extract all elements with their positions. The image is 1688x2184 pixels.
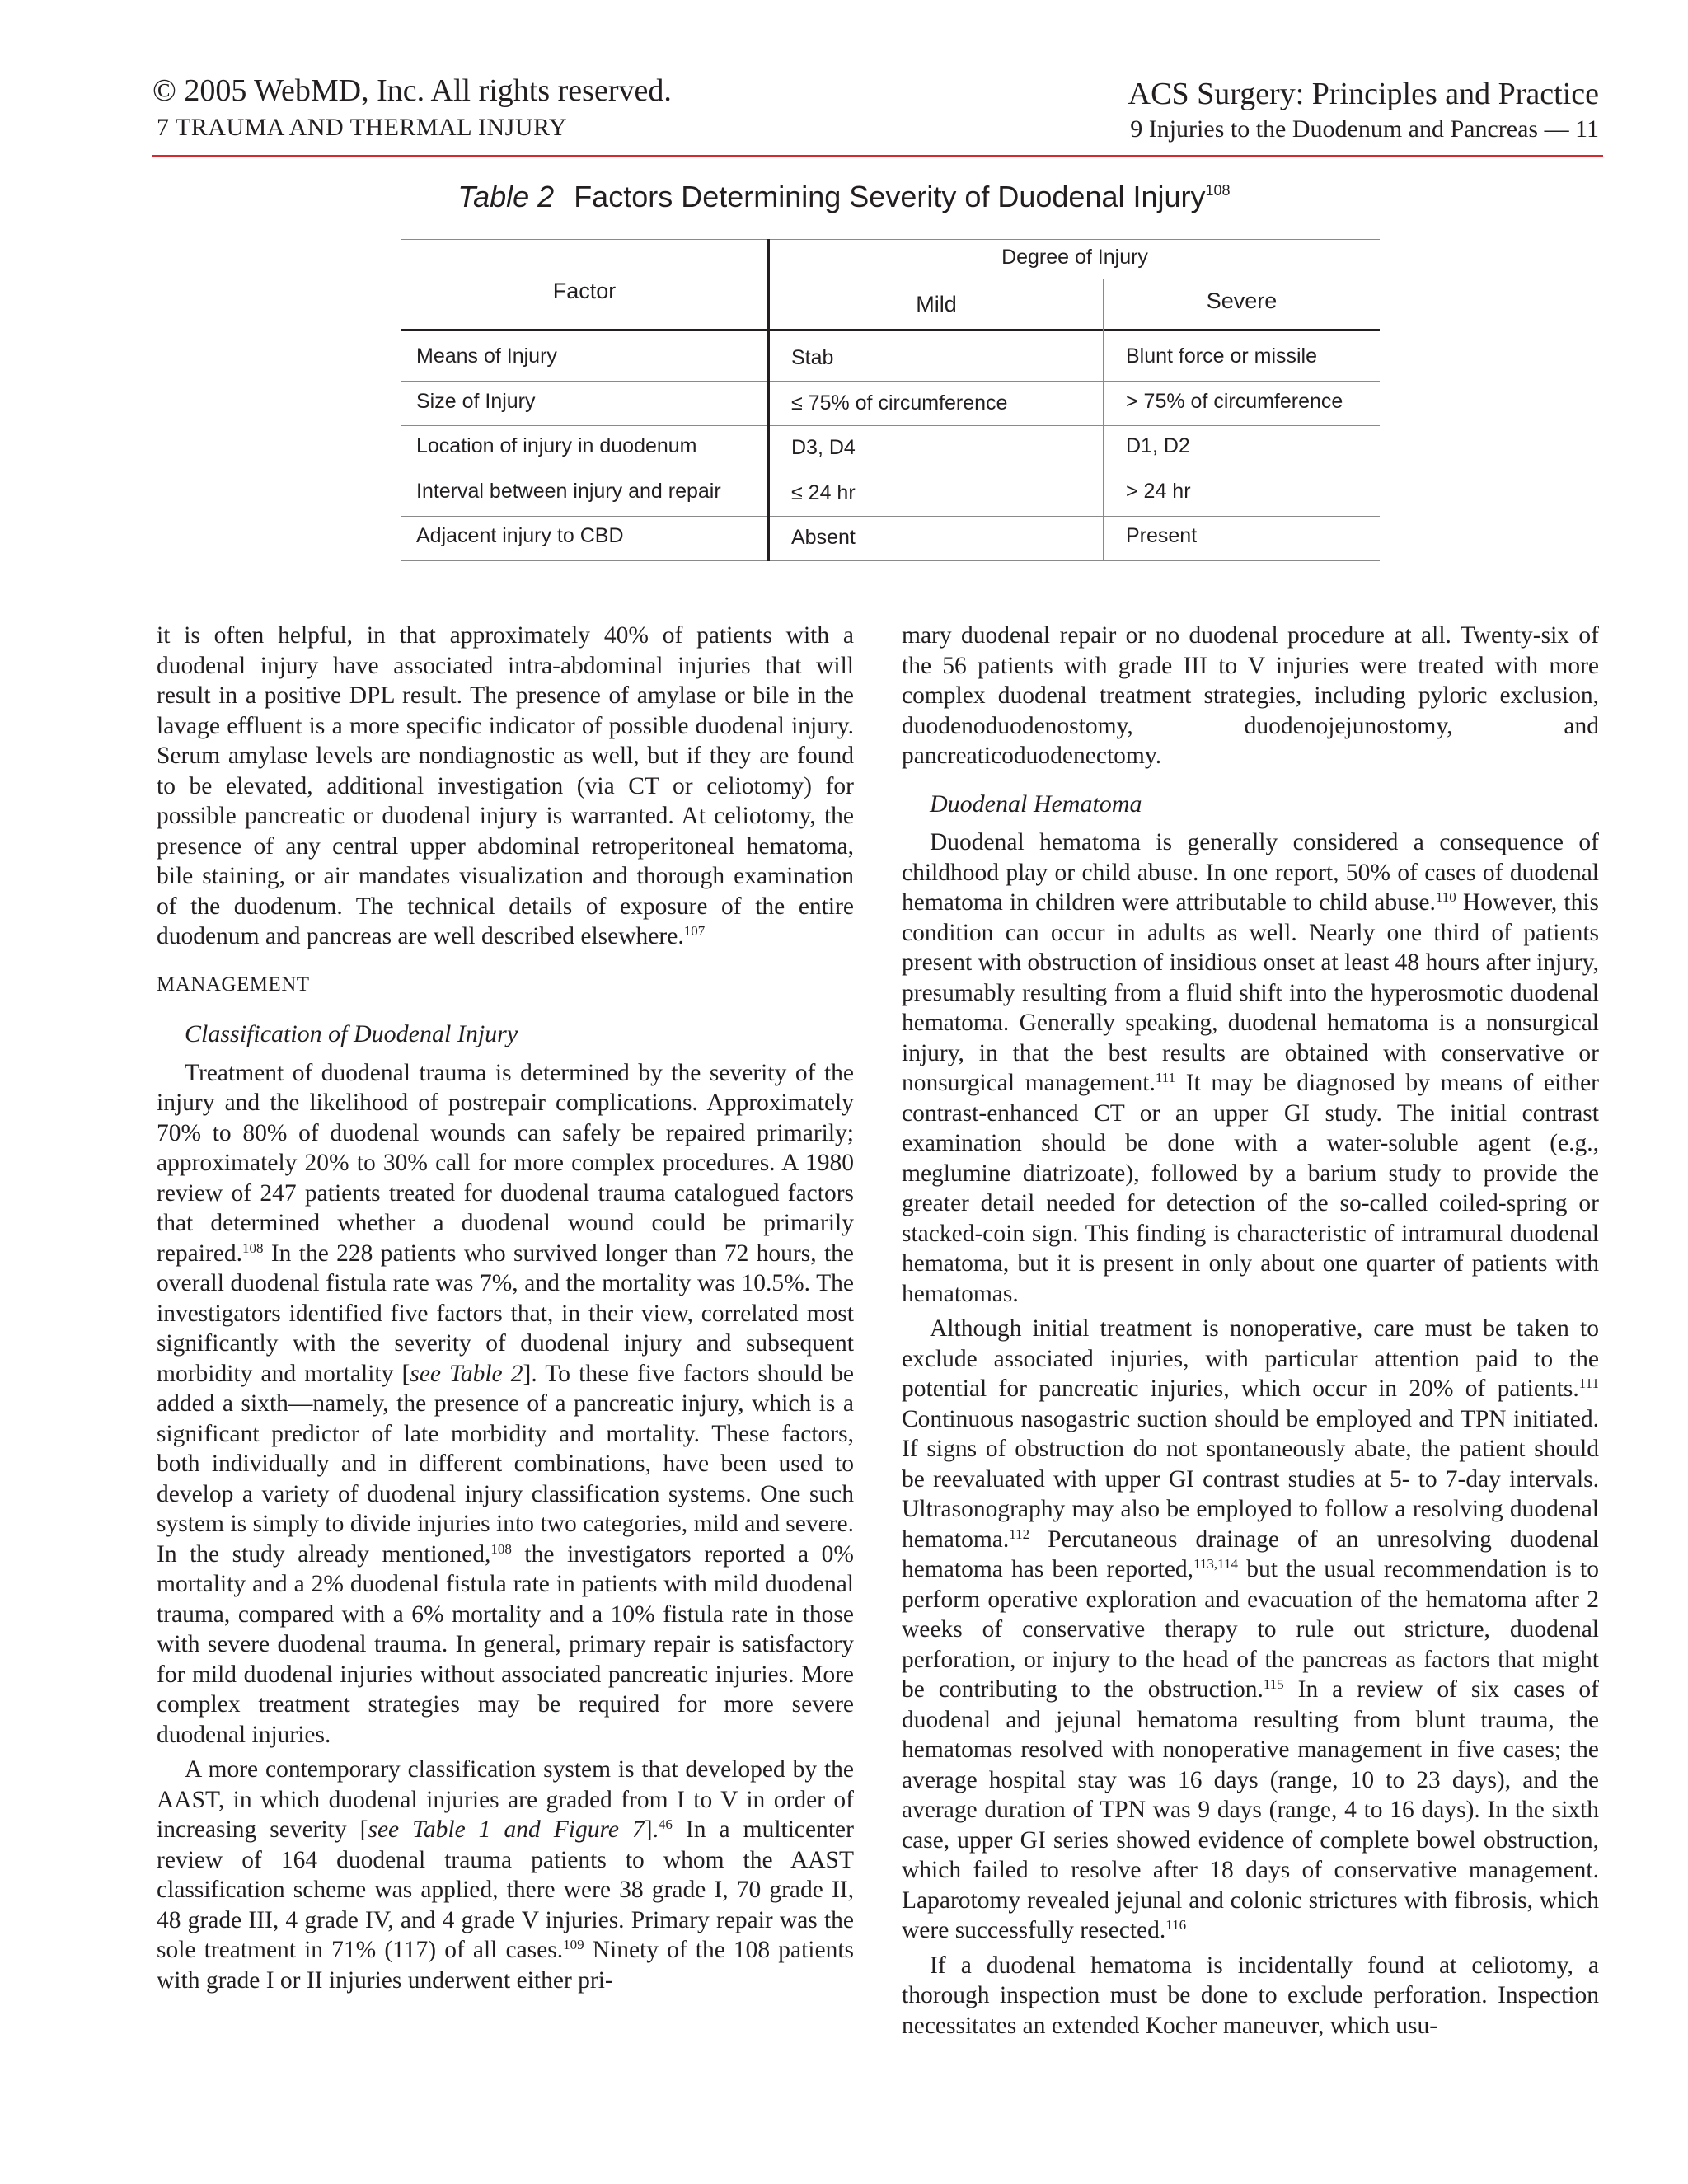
table-cell-mild: Stab bbox=[791, 346, 834, 369]
table-mild-divider bbox=[1103, 279, 1104, 561]
subheading: Classification of Duodenal Injury bbox=[185, 1020, 518, 1047]
table-title-ref: 108 bbox=[1205, 182, 1231, 199]
citation: 108 bbox=[490, 1540, 512, 1557]
table-bottom-rule bbox=[401, 560, 1380, 561]
table-cell-severe: Blunt force or missile bbox=[1126, 344, 1318, 368]
table-title: Factors Determining Severity of Duodenal Injury bbox=[574, 180, 1206, 213]
table-top-rule bbox=[401, 239, 1380, 240]
subheading: Duodenal Hematoma bbox=[930, 790, 1142, 818]
header-factor: Factor bbox=[552, 279, 617, 303]
body-paragraph: A more contemporary classification system is that developed by the AAST, in which duodenal injuries are graded from I to V in order of increasing severity [see Table 1 and Figure 7].$^{46}$ In a multicenter review of 164 duodenal trauma patients to whom the AAST classification scheme was applied, there were 38 grade I, 70 grade II, 48 grade III, 4 grade IV, and 4 grade V injuries. Primary repair was the sole treatment in 71% (117) of all cases.$^{109}$ Ninety of the 108 patients with grade I or II injuries underwent either pri- bbox=[157, 1756, 854, 1994]
table-cell-factor: Adjacent injury to CBD bbox=[416, 524, 624, 547]
table-row-rule bbox=[401, 425, 1380, 426]
chapter-title: 9 Injuries to the Duodenum and Pancreas — 11 bbox=[1130, 115, 1599, 143]
citation: 113,114 bbox=[1193, 1556, 1239, 1572]
citation: 46 bbox=[658, 1816, 673, 1832]
left-column bbox=[157, 621, 854, 1995]
table-cell-severe: D1, D2 bbox=[1126, 434, 1190, 457]
right-column bbox=[902, 621, 1599, 2041]
header-rule bbox=[152, 155, 1603, 157]
book-title: ACS Surgery: Principles and Practice bbox=[1128, 77, 1599, 111]
table-cell-factor: Interval between injury and repair bbox=[416, 480, 721, 503]
header-severe: Severe bbox=[1206, 288, 1278, 313]
body-paragraph: Duodenal hematoma is generally considered a consequence of childhood play or child abuse. In one report, 50% of cases of duodenal hematoma in children were attributable to child abuse.$^{110}$ However, this condition can occur in adults as well. Nearly one third of patients present with obstruction of insidious onset at least 48 hours after injury, presumably resulting from a fluid shift into the hyperosmotic duodenal hematoma. Generally speaking, duodenal hematoma is a nonsurgical injury, in that the best results are obtained with conservative or nonsurgical management.$^{111}$ It may be diagnosed by means of either contrast-enhanced CT or an upper GI study. The initial contrast examination should be done with a water-soluble agent (e.g., meglumine diatrizoate), followed by a barium study to provide the greater detail needed for detection of the so-called coiled-spring or stacked-coin sign. This finding is characteristic of intramural duodenal hematoma, but it is present in only about one quarter of patients with hematomas. bbox=[902, 829, 1600, 1307]
section-label: 7 TRAUMA AND THERMAL INJURY bbox=[157, 114, 567, 141]
body-paragraph: mary duodenal repair or no duodenal procedure at all. Twenty-six of the 56 patients with grade III to V injuries were treated with more complex duodenal treatment strategies, including pyloric exclusion, duodenoduodenostomy, duodenojejunostomy, and pancreaticoduodenectomy. bbox=[902, 622, 1599, 769]
table-cell-factor: Means of Injury bbox=[416, 344, 557, 368]
citation: 111 bbox=[1578, 1376, 1599, 1391]
table-cell-factor: Size of Injury bbox=[416, 390, 536, 413]
body-paragraph: If a duodenal hematoma is incidentally found at celiotomy, a thorough inspection must be done to exclude perforation. Inspection necessitates an extended Kocher maneuver, which usu- bbox=[902, 1952, 1599, 2039]
cross-reference: see Table 1 and Figure 7 bbox=[368, 1816, 645, 1843]
copyright-line: © 2005 WebMD, Inc. All rights reserved. bbox=[152, 73, 672, 108]
citation: 108 bbox=[242, 1240, 264, 1256]
cross-reference: see Table 2 bbox=[410, 1360, 523, 1387]
table-cell-severe: > 24 hr bbox=[1126, 480, 1191, 503]
citation: 111 bbox=[1155, 1070, 1176, 1085]
table-row-rule bbox=[401, 516, 1380, 517]
body-paragraph: Treatment of duodenal trauma is determined by the severity of the injury and the likelihood of postrepair complications. Approximately 70% to 80% of duodenal wounds can safely be repaired primarily; approximately 20% to 30% call for more complex procedures. A 1980 review of 247 patients treated for duodenal trauma catalogued factors that determined whether a duodenal wound could be primarily repaired.$^{108}$ In the 228 patients who survived longer than 72 hours, the overall duodenal fistula rate was 7%, and the mortality was 10.5%. The investigators identified five factors that, in their view, correlated most significantly with the severity of duodenal injury and subsequent morbidity and mortality [see Table 2]. To these five factors should be added a sixth—namely, the presence of a pancreatic injury, which is a significant predictor of late morbidity and mortality. These factors, both individually and in different combinations, have been used to develop a variety of duodenal injury classification systems. One such system is simply to divide injuries into two categories, mild and severe. In the study already mentioned,$^{108}$ the investigators reported a 0% mortality and a 2% duodenal fistula rate in patients with mild duodenal trauma, compared with a 6% mortality and a 10% fistula rate in those with severe duodenal trauma. In general, primary repair is satisfactory for mild duodenal injuries without associated pancreatic injuries. More complex treatment strategies may be required for more severe duodenal injuries. bbox=[157, 1059, 854, 1748]
table-cell-mild: ≤ 75% of circumference bbox=[791, 391, 1008, 415]
table-cell-severe: Present bbox=[1126, 524, 1198, 547]
citation: 112 bbox=[1009, 1526, 1030, 1542]
table-cell-mild: D3, D4 bbox=[791, 436, 856, 459]
body-paragraph: Although initial treatment is nonoperative, care must be taken to exclude associated injuries, with particular attention paid to the potential for pancreatic injuries, which occur in 20% of patients.$^{111}$ Continuous nasogastric suction should be employed and TPN initiated. If signs of obstruction do not spontaneously abate, the patient should be reevaluated with upper GI contrast studies at 5- to 7-day intervals. Ultrasonography may also be employed to follow a resolving duodenal hematoma.$^{112}$ Percutaneous drainage of an unresolving duodenal hematoma has been reported,$^{113,114}$ but the usual recommendation is to perform operative exploration and evacuation of the hematoma after 2 weeks of conservative therapy to rule out stricture, duodenal perforation, or injury to the head of the pancreas as factors that might be contributing to the obstruction.$^{115}$ In a review of six cases of duodenal and jejunal hematoma resulting from blunt trauma, the hematomas resolved with nonoperative management in five cases; the average hospital stay was 16 days (range, 10 to 23 days), and the average duration of TPN was 9 days (range, 4 to 16 days). In the sixth case, upper GI series showed evidence of complete bowel obstruction, which failed to resolve after 18 days of conservative management. Laparotomy revealed jejunal and colonic strictures with fibrosis, which were successfully resected.$^{116}$ bbox=[902, 1315, 1599, 1943]
table-cell-factor: Location of injury in duodenum bbox=[416, 434, 697, 457]
header-degree: Degree of Injury bbox=[1001, 246, 1148, 269]
citation: 109 bbox=[563, 1937, 584, 1952]
table-cell-mild: Absent bbox=[791, 526, 856, 549]
table-number: Table 2 bbox=[457, 180, 555, 213]
table-caption bbox=[0, 180, 1688, 214]
citation: 115 bbox=[1263, 1676, 1284, 1692]
table-row-rule bbox=[401, 381, 1380, 382]
section-heading: MANAGEMENT bbox=[157, 972, 310, 996]
citation: 116 bbox=[1165, 1917, 1187, 1933]
citation: 110 bbox=[1435, 889, 1456, 905]
table-cell-severe: > 75% of circumference bbox=[1126, 390, 1343, 413]
table-factor-divider bbox=[767, 239, 770, 561]
citation: 107 bbox=[683, 923, 706, 939]
body-paragraph: it is often helpful, in that approximately 40% of patients with a duodenal injury have associated intra-abdominal injuries that will result in a positive DPL result. The presence of amylase or bile in the lavage effluent is a more specific indicator of possible duodenal injury. Serum amylase levels are nondiagnostic as well, but if they are found to be elevated, additional investigation (via CT or celiotomy) for possible pancreatic or duodenal injury is warranted. At celiotomy, the presence of any central upper abdominal retroperitoneal hematoma, bile staining, or air mandates visualization and thorough examination of the duodenum. The technical details of exposure of the entire duodenum and pancreas are well described elsewhere.$^{107}$ bbox=[157, 622, 854, 949]
table-cell-mild: ≤ 24 hr bbox=[791, 481, 856, 504]
table-header-rule bbox=[401, 329, 1380, 331]
header-mild: Mild bbox=[916, 292, 957, 316]
